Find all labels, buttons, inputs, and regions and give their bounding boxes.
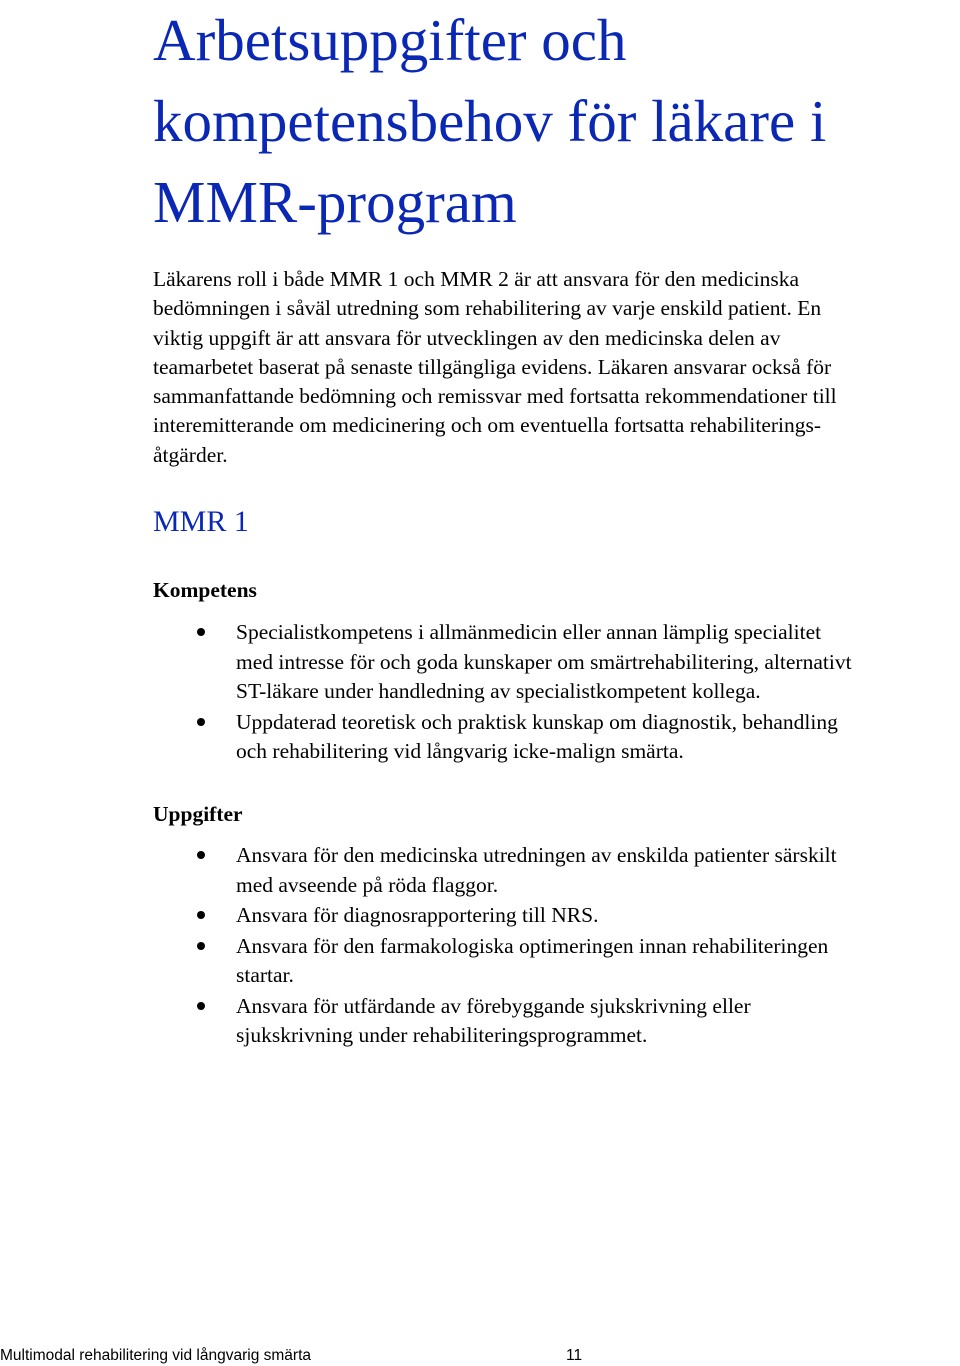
list-item-line: Ansvara för den medicinska utredningen av enskilda patienter särskilt bbox=[236, 843, 837, 867]
page-title-line: kompetensbehov för läkare i bbox=[153, 88, 827, 154]
kompetens-heading: Kompetens bbox=[153, 578, 257, 602]
list-item-line: med intresse för och goda kunskaper om smärtrehabilitering, alternativt bbox=[236, 649, 852, 674]
page-number: 11 bbox=[566, 1347, 583, 1364]
bullet-icon bbox=[197, 628, 205, 636]
bullet-icon bbox=[197, 718, 205, 726]
intro-line: sammanfattande bedömning och remissvar med fortsatta rekommendationer till bbox=[153, 384, 837, 409]
intro-line: teamarbetet baserat på senaste tillgängliga evidens. Läkaren ansvarar också för bbox=[153, 354, 832, 379]
uppgifter-heading: Uppgifter bbox=[153, 802, 243, 826]
page-title-line: Arbetsuppgifter och bbox=[153, 7, 627, 73]
bullet-icon bbox=[197, 911, 205, 919]
list-item bbox=[153, 708, 953, 767]
page-title bbox=[153, 0, 953, 243]
list-item bbox=[153, 932, 953, 991]
bullet-icon bbox=[197, 1002, 205, 1010]
bullet-icon bbox=[197, 851, 205, 859]
list-item-line: med avseende på röda flaggor. bbox=[236, 872, 499, 897]
list-item-line: och rehabilitering vid långvarig icke-malign smärta. bbox=[236, 739, 684, 763]
list-item bbox=[153, 901, 953, 931]
list-item bbox=[153, 841, 953, 900]
list-item-line: Ansvara för diagnosrapportering till NRS. bbox=[236, 903, 599, 927]
list-item-line: ST-läkare under handledning av specialistkompetent kollega. bbox=[236, 679, 761, 703]
intro-line: interemitterande om medicinering och om eventuella fortsatta rehabiliterings- bbox=[153, 413, 822, 438]
list-item bbox=[153, 618, 953, 707]
list-item-line: startar. bbox=[236, 963, 294, 987]
intro-line: Läkarens roll i både MMR 1 och MMR 2 är att ansvara för den medicinska bbox=[153, 267, 800, 291]
list-item-line: Ansvara för den farmakologiska optimeringen innan rehabiliteringen bbox=[236, 933, 829, 958]
list-item bbox=[153, 992, 953, 1051]
footer-document-title: Multimodal rehabilitering vid långvarig smärta bbox=[0, 1347, 311, 1364]
list-item-line: Ansvara för utfärdande av förebyggande sjukskrivning eller bbox=[236, 993, 751, 1018]
page-title-line: MMR-program bbox=[153, 169, 517, 235]
bullet-icon bbox=[197, 942, 205, 950]
section-heading-mmr1: MMR 1 bbox=[153, 505, 249, 538]
kompetens-list bbox=[153, 618, 953, 768]
list-item-line: Specialistkompetens i allmänmedicin eller annan lämplig specialitet bbox=[236, 620, 822, 644]
intro-line: bedömningen i såväl utredning som rehabilitering av varje enskild patient. En bbox=[153, 296, 822, 321]
uppgifter-list bbox=[153, 841, 953, 1052]
intro-line: åtgärder. bbox=[153, 442, 228, 467]
list-item-line: sjukskrivning under rehabiliteringsprogrammet. bbox=[236, 1023, 648, 1047]
intro-line: viktig uppgift är att ansvara för utvecklingen av den medicinska delen av bbox=[153, 325, 781, 350]
intro-paragraph bbox=[153, 265, 953, 470]
list-item-line: Uppdaterad teoretisk och praktisk kunskap om diagnostik, behandling bbox=[236, 709, 838, 734]
